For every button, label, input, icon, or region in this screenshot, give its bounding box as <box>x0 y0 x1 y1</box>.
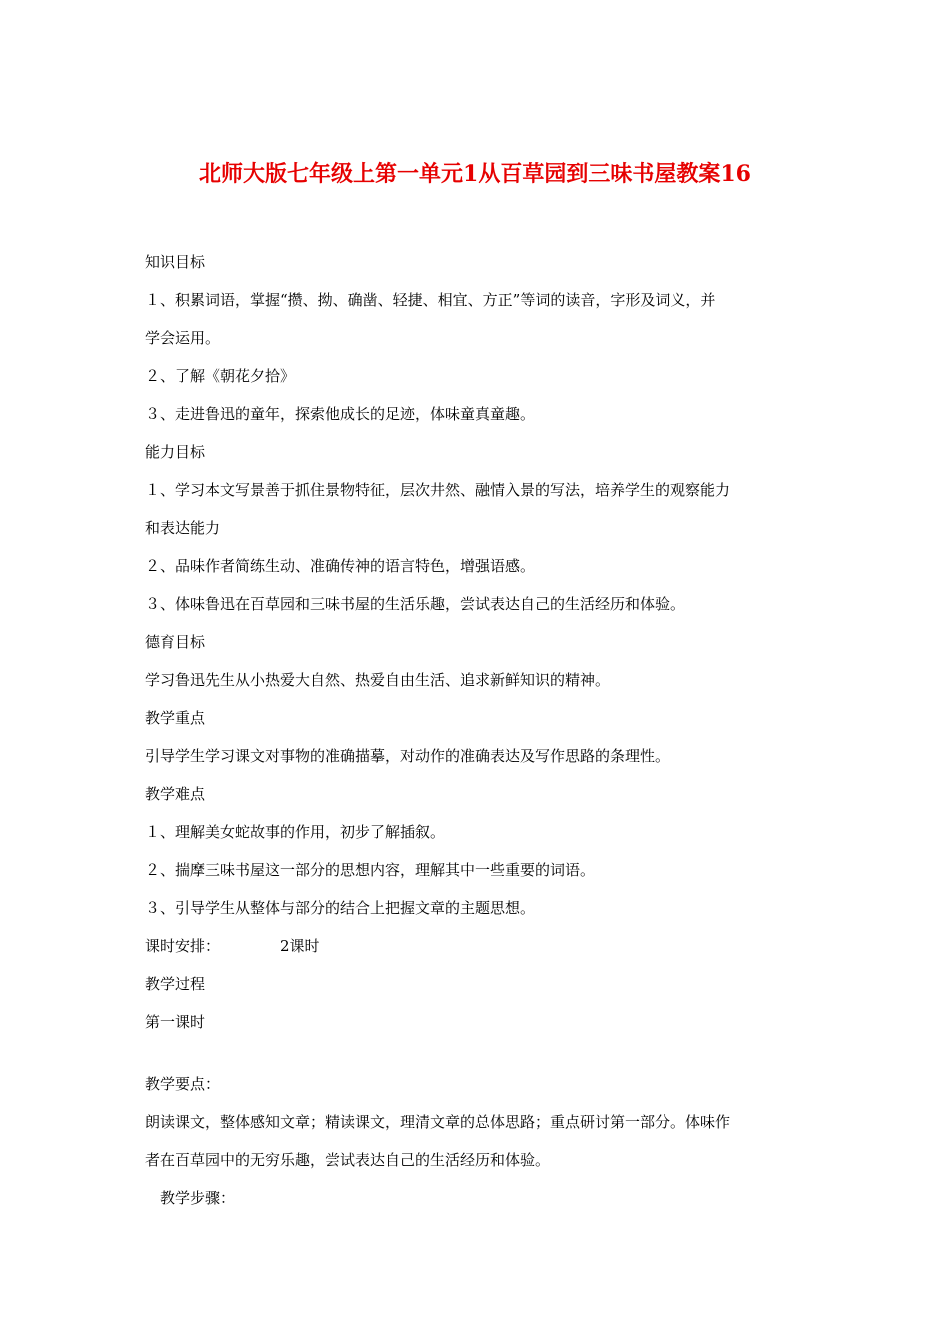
paragraph-line: 朗读课文，整体感知文章；精读课文，理清文章的总体思路；重点研讨第一部分。体味作 <box>145 1113 731 1131</box>
paragraph-line: 学会运用。 <box>145 329 221 347</box>
section-heading-knowledge-goals: 知识目标 <box>145 253 206 271</box>
paragraph-line: 学习鲁迅先生从小热爱大自然、热爱自由生活、追求新鲜知识的精神。 <box>145 671 611 689</box>
section-heading-difficulties: 教学难点 <box>145 785 206 803</box>
paragraph-line: １、理解美女蛇故事的作用，初步了解插叙。 <box>145 823 446 841</box>
paragraph-line: ３、引导学生从整体与部分的结合上把握文章的主题思想。 <box>145 899 536 917</box>
paragraph-line: ２、揣摩三味书屋这一部分的思想内容，理解其中一些重要的词语。 <box>145 861 596 879</box>
paragraph-line: ３、体味鲁迅在百草园和三味书屋的生活乐趣，尝试表达自己的生活经历和体验。 <box>145 595 686 613</box>
paragraph-line: 和表达能力 <box>145 519 221 537</box>
section-heading-teaching-steps: 教学步骤： <box>160 1189 236 1207</box>
section-heading-ability-goals: 能力目标 <box>145 443 206 461</box>
paragraph-line: ３、走进鲁迅的童年，探索他成长的足迹，体味童真童趣。 <box>145 405 536 423</box>
paragraph-line: ２、品味作者简练生动、准确传神的语言特色，增强语感。 <box>145 557 536 575</box>
paragraph-line: １、学习本文写景善于抓住景物特征，层次井然、融情入景的写法，培养学生的观察能力 <box>145 481 731 499</box>
section-heading-key-points: 教学重点 <box>145 709 206 727</box>
section-heading-moral-goals: 德育目标 <box>145 633 206 651</box>
paragraph-line: １、积累词语，掌握“攒、拗、确凿、轻捷、相宜、方正”等词的读音，字形及词义，并 <box>145 291 716 309</box>
section-heading-teaching-points: 教学要点： <box>145 1075 221 1093</box>
document-title: 北师大版七年级上第一单元1从百草园到三味书屋教案16 <box>199 161 751 187</box>
paragraph-line: 者在百草园中的无穷乐趣，尝试表达自己的生活经历和体验。 <box>145 1151 551 1169</box>
paragraph-line: 引导学生学习课文对事物的准确描摹，对动作的准确表达及写作思路的条理性。 <box>145 747 671 765</box>
schedule-value: 2课时 <box>280 937 320 955</box>
schedule-line <box>145 936 320 956</box>
schedule-label: 课时安排： <box>145 937 221 955</box>
section-heading-process: 教学过程 <box>145 975 206 993</box>
paragraph-line: ２、了解《朝花夕拾》 <box>145 367 296 385</box>
section-heading-first-lesson: 第一课时 <box>145 1013 206 1031</box>
